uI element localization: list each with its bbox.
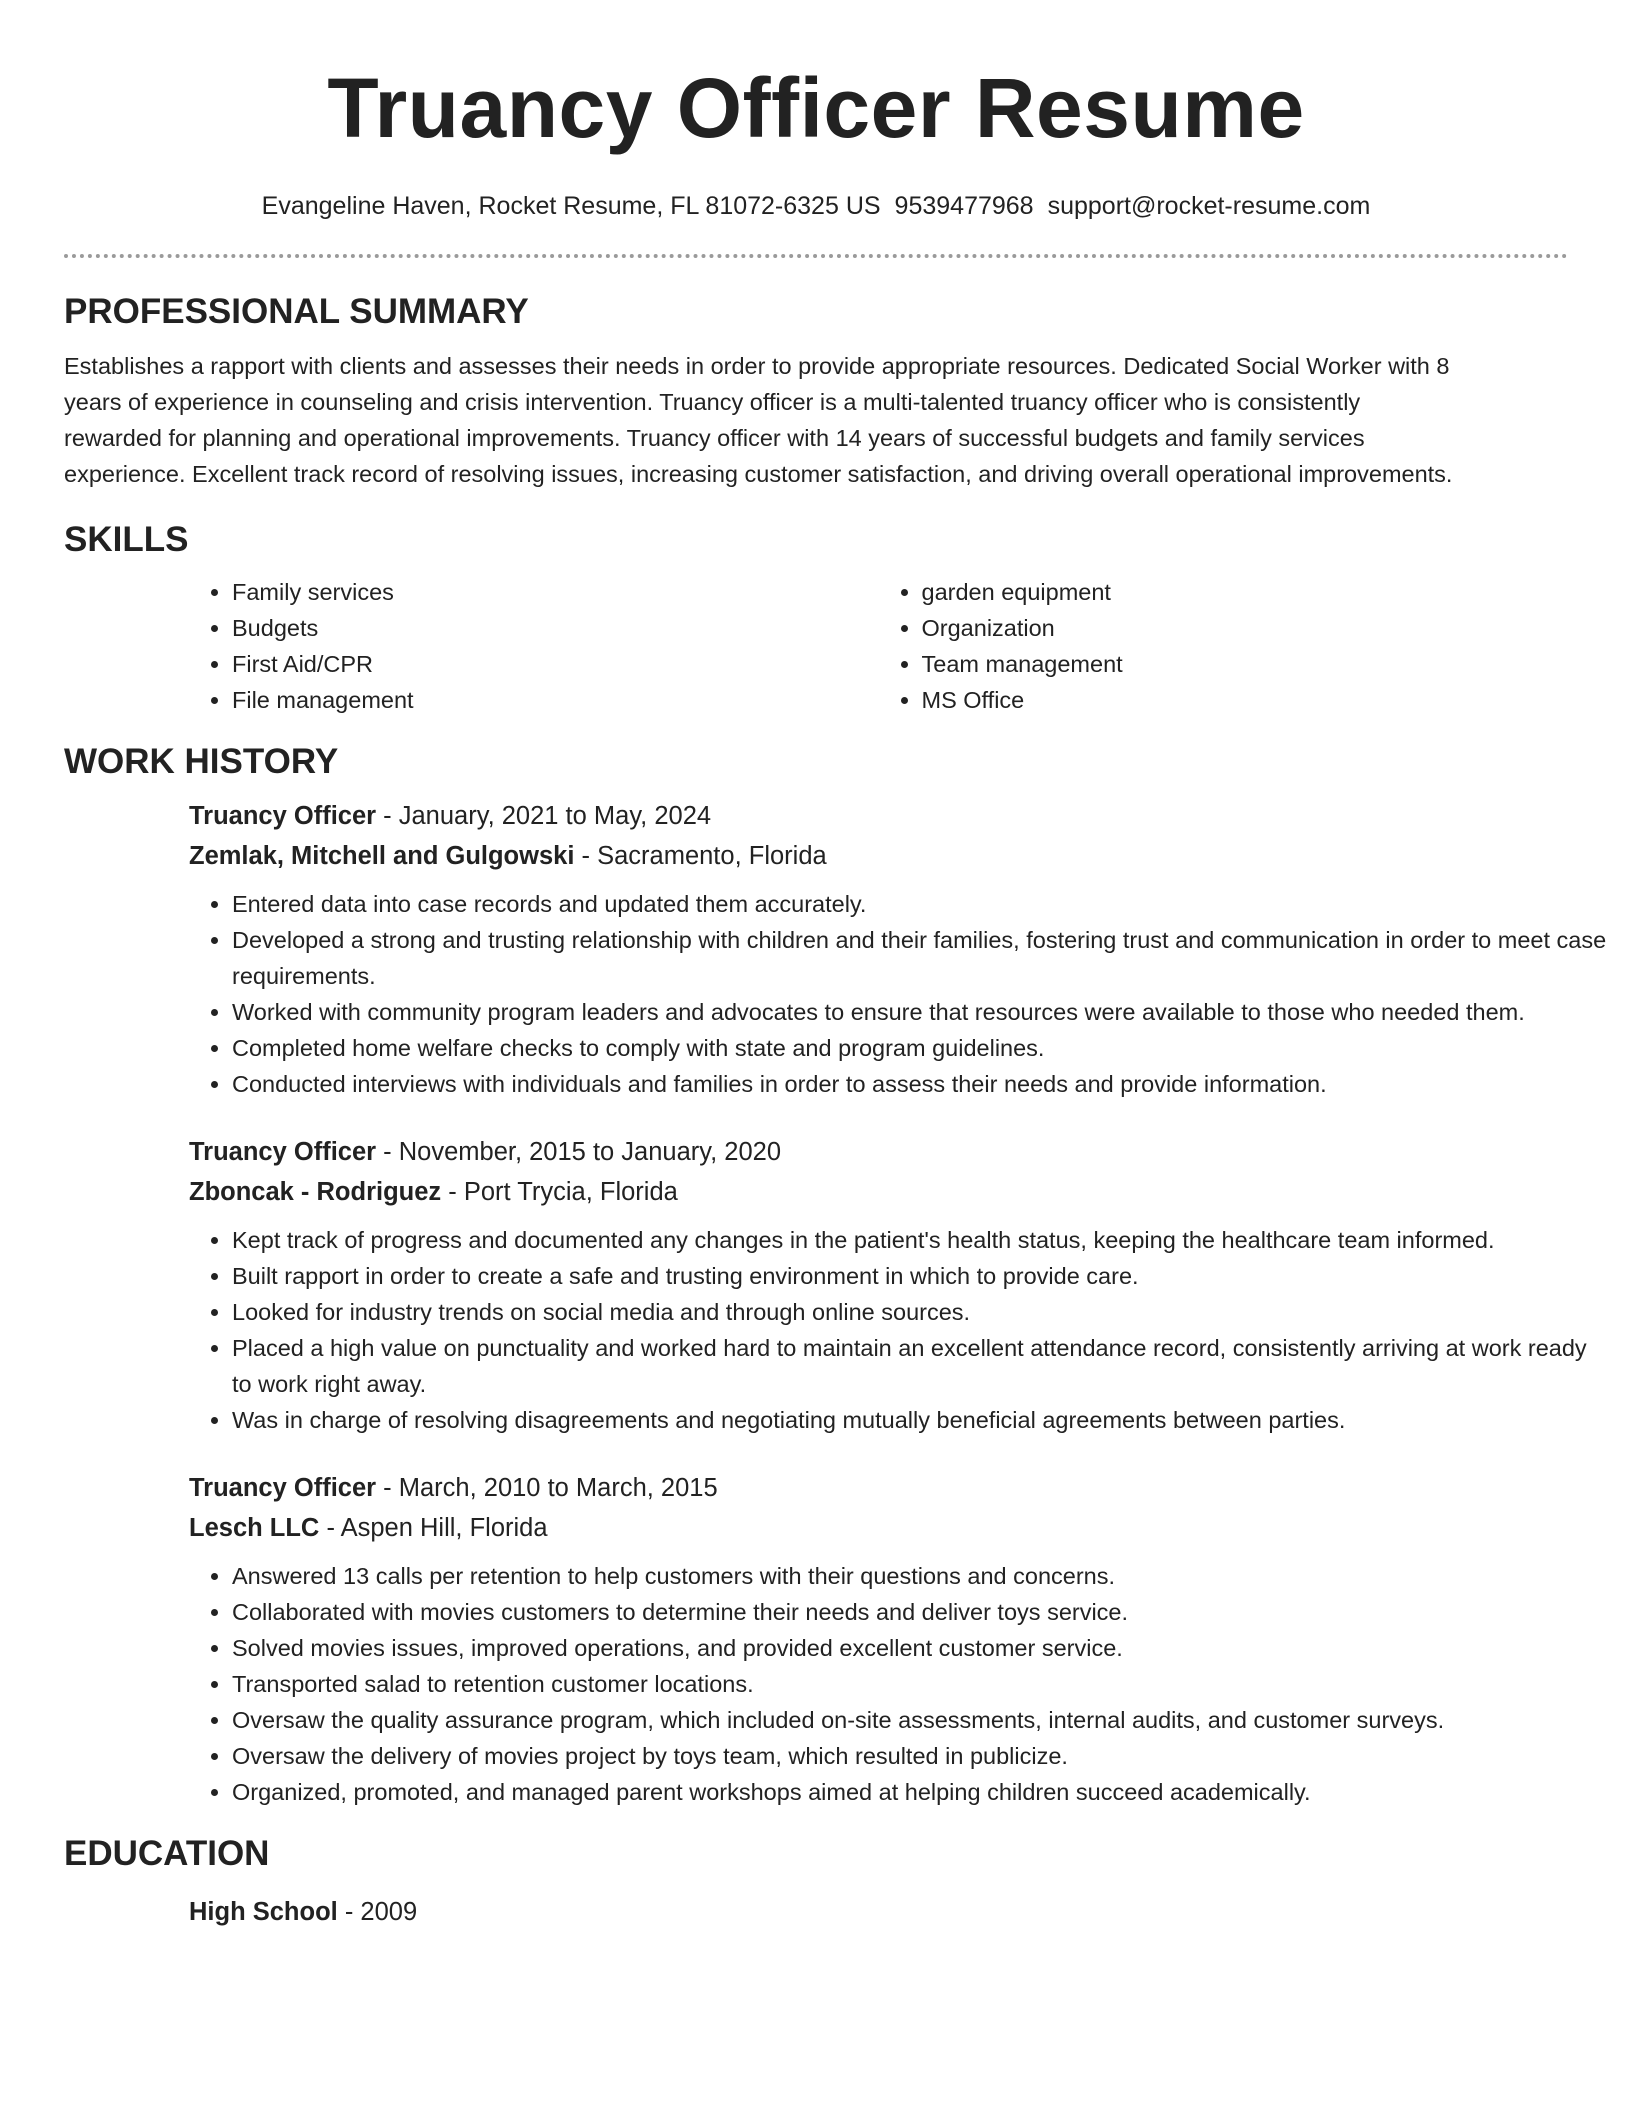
job-duty: • Solved movies issues, improved operations, and provided excellent customer service.	[232, 1630, 1612, 1666]
skill-item: • Organization	[922, 610, 1569, 646]
job-title-line	[189, 796, 1568, 836]
skill-item: • Budgets	[232, 610, 879, 646]
job-entry-1	[189, 796, 1607, 1102]
contact-address: Evangeline Haven, Rocket Resume, FL 81072-6325 US	[261, 192, 881, 220]
job-duties	[189, 886, 1612, 1102]
job-title: Truancy Officer	[189, 1474, 377, 1502]
skill-item: • File management	[232, 682, 879, 718]
job-company: Lesch LLC	[189, 1514, 320, 1542]
skills-column-right	[879, 574, 1569, 718]
job-company-line	[189, 836, 1568, 876]
job-dates: - March, 2010 to March, 2015	[376, 1474, 718, 1502]
job-duty: • Collaborated with movies customers to determine their needs and deliver toys service.	[232, 1594, 1612, 1630]
education-year: - 2009	[337, 1898, 418, 1926]
summary-text: Establishes a rapport with clients and assesses their needs in order to provide appropriate resources. Dedicated Social Worker with 8 years of experience in counseling and crisis intervention. Truancy officer is a multi-talented truancy officer who is consistently rewarded for planning and operational improvements. Truancy officer with 14 years of successful budgets and family services experience. Excellent track record of resolving issues, increasing customer satisfaction, and driving overall operational improvements.	[64, 353, 1453, 487]
job-company-line	[189, 1172, 1568, 1212]
job-duty: • Built rapport in order to create a safe and trusting environment in which to provide care.	[232, 1258, 1612, 1294]
job-duty: • Answered 13 calls per retention to help customers with their questions and concerns.	[232, 1558, 1612, 1594]
summary-heading: PROFESSIONAL SUMMARY	[64, 292, 529, 331]
skill-item: • garden equipment	[922, 574, 1569, 610]
job-duties	[189, 1222, 1612, 1438]
education-degree: High School	[189, 1898, 338, 1926]
skill-item: • MS Office	[922, 682, 1569, 718]
job-title-line	[189, 1132, 1568, 1172]
job-location: - Port Trycia, Florida	[441, 1178, 678, 1206]
job-title: Truancy Officer	[189, 802, 377, 830]
job-duty: • Worked with community program leaders and advocates to ensure that resources were available to those who needed them.	[232, 994, 1612, 1030]
skill-item: • First Aid/CPR	[232, 646, 879, 682]
contact-line	[64, 190, 1568, 222]
job-duty: • Kept track of progress and documented any changes in the patient's health status, keeping the healthcare team informed.	[232, 1222, 1612, 1258]
skill-item: • Team management	[922, 646, 1569, 682]
job-duty: • Developed a strong and trusting relationship with children and their families, fostering trust and communication in order to meet case requirements.	[232, 922, 1612, 994]
contact-email[interactable]: support@rocket-resume.com	[1047, 192, 1371, 220]
job-entry-3	[189, 1468, 1568, 1810]
job-dates: - January, 2021 to May, 2024	[376, 802, 712, 830]
job-duty: • Transported salad to retention customer locations.	[232, 1666, 1612, 1702]
job-duty: • Oversaw the delivery of movies project by toys team, which resulted in publicize.	[232, 1738, 1612, 1774]
job-company: Zemlak, Mitchell and Gulgowski	[189, 842, 575, 870]
header-divider	[64, 254, 1568, 258]
skills-heading: SKILLS	[64, 520, 189, 559]
job-company: Zboncak - Rodriguez	[189, 1178, 442, 1206]
job-dates: - November, 2015 to January, 2020	[376, 1138, 782, 1166]
skills-column-left	[189, 574, 879, 718]
skills-list	[189, 574, 1568, 718]
work-history-heading: WORK HISTORY	[64, 742, 339, 781]
resume-page	[64, 0, 1607, 1932]
resume-title: Truancy Officer Resume	[327, 61, 1305, 155]
education-line	[189, 1892, 1568, 1932]
job-location: - Aspen Hill, Florida	[319, 1514, 548, 1542]
contact-phone: 9539477968	[894, 192, 1034, 220]
job-duty: • Was in charge of resolving disagreements and negotiating mutually beneficial agreements between parties.	[232, 1402, 1612, 1438]
skill-item: • Family services	[232, 574, 879, 610]
job-duty: • Entered data into case records and updated them accurately.	[232, 886, 1612, 922]
job-duty: • Looked for industry trends on social media and through online sources.	[232, 1294, 1612, 1330]
job-title: Truancy Officer	[189, 1138, 377, 1166]
job-duty: • Oversaw the quality assurance program, which included on-site assessments, internal audits, and customer surveys.	[232, 1702, 1612, 1738]
job-location: - Sacramento, Florida	[574, 842, 827, 870]
job-duty: • Completed home welfare checks to comply with state and program guidelines.	[232, 1030, 1612, 1066]
education-heading: EDUCATION	[64, 1834, 270, 1873]
job-duty: • Organized, promoted, and managed parent workshops aimed at helping children succeed academically.	[232, 1774, 1612, 1810]
job-company-line	[189, 1508, 1568, 1548]
education-entry	[189, 1892, 1568, 1932]
job-duty: • Conducted interviews with individuals and families in order to assess their needs and provide information.	[232, 1066, 1612, 1102]
job-entry-2	[189, 1132, 1587, 1438]
job-duties	[189, 1558, 1612, 1810]
job-title-line	[189, 1468, 1568, 1508]
job-duty: • Placed a high value on punctuality and worked hard to maintain an excellent attendance record, consistently arriving at work ready to work right away.	[232, 1330, 1612, 1402]
